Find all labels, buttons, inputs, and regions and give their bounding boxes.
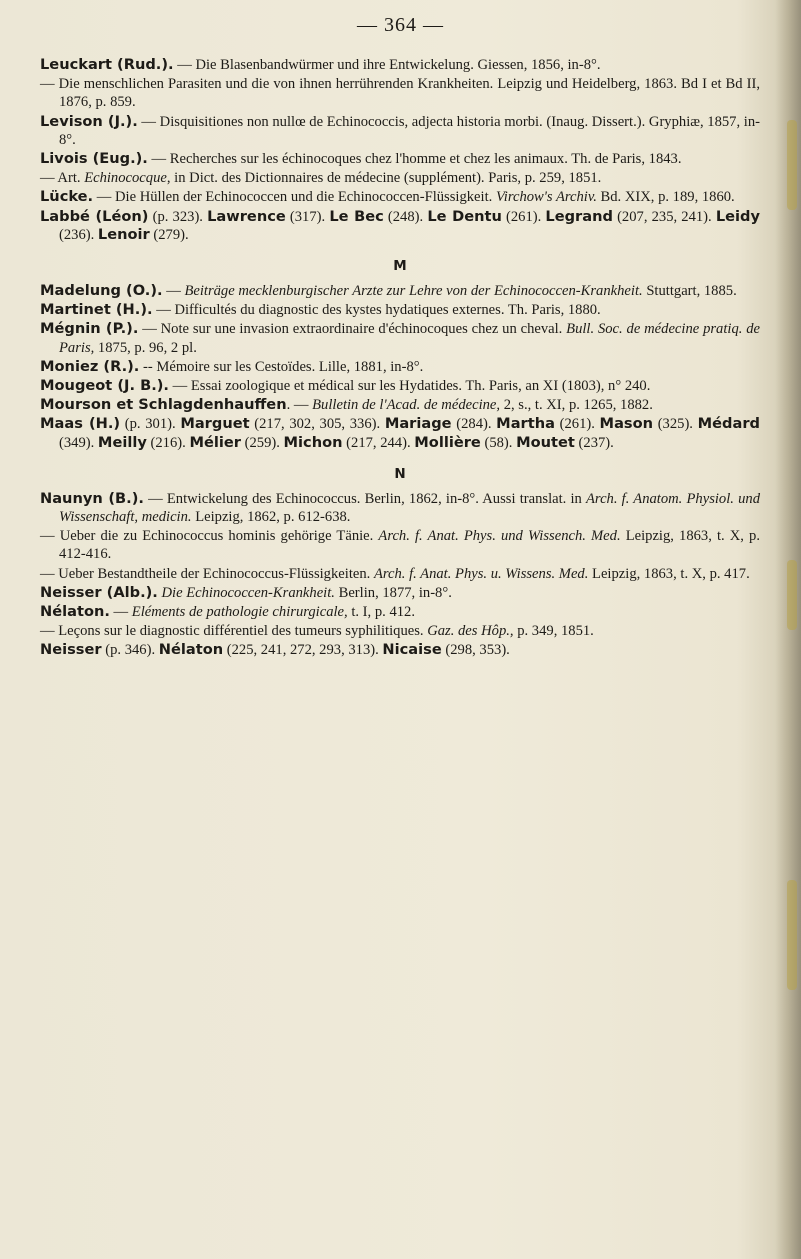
- reference-pages: (216).: [146, 434, 190, 451]
- edge-stain: [787, 120, 797, 210]
- entry-title-italic: Beiträge mecklenburgischer Arzte zur Lehre von der Echinococcen-Krankheit.: [184, 283, 643, 300]
- reference-name: Nicaise: [382, 641, 442, 659]
- entry-title-italic: Bulletin de l'Acad. de médecine,: [312, 397, 501, 414]
- reference-pages: (58).: [480, 434, 517, 451]
- entry-text: -- Mémoire sur les Cestoïdes. Lille, 1881, in-8°.: [139, 358, 424, 375]
- entry-text: t. I, p. 412.: [347, 604, 415, 621]
- entry-text: —: [109, 604, 132, 621]
- reference-name: Mélier: [189, 433, 241, 451]
- bibliography-entry: [40, 396, 760, 414]
- reference-name: Martha: [496, 415, 555, 433]
- reference-pages: (225, 241, 272, 293, 313).: [223, 642, 383, 659]
- cross-reference-line-l: [40, 208, 760, 244]
- reference-pages: (261).: [501, 208, 546, 225]
- entry-text: Leipzig, 1862, p. 612-638.: [191, 509, 351, 526]
- running-head: — 364 —: [357, 14, 444, 36]
- entry-text: — Essai zoologique et médical sur les Hydatides. Th. Paris, an XI (1803), n° 240.: [168, 378, 651, 395]
- reference-pages: (207, 235, 241).: [612, 208, 716, 225]
- bibliography-entry: [40, 377, 760, 395]
- entry-text: 2, s., t. XI, p. 1265, 1882.: [500, 397, 653, 414]
- entry-text: — Difficultés du diagnostic des kystes hydatiques externes. Th. Paris, 1880.: [152, 302, 601, 319]
- reference-pages: (217, 302, 305, 336).: [249, 416, 385, 433]
- author-name: Moniez (R.).: [40, 357, 140, 375]
- author-name: Mourson et Schlagdenhauffen: [40, 396, 287, 414]
- bibliography-entry: [40, 150, 760, 168]
- entry-title-italic: Die Echinococcen-Krankheit.: [161, 584, 335, 601]
- reference-name: Meilly: [97, 433, 147, 451]
- bibliography-entry: [40, 490, 760, 526]
- entry-title-italic: Gaz. des Hôp.,: [427, 623, 514, 640]
- entry-text: Bd. XIX, p. 189, 1860.: [596, 189, 735, 206]
- reference-pages: (298, 353).: [441, 642, 510, 659]
- entry-text: Stuttgart, 1885.: [642, 283, 737, 300]
- reference-pages: (259).: [240, 434, 284, 451]
- reference-pages: (349).: [59, 434, 98, 451]
- bibliography-entry: [40, 169, 760, 187]
- bibliography-entry: [40, 113, 760, 149]
- author-name: Martinet (H.).: [40, 301, 153, 319]
- entry-text: Leipzig, 1863, t. X, p. 417.: [588, 565, 750, 582]
- reference-pages: (248).: [383, 208, 428, 225]
- reference-name: Leidy: [715, 207, 761, 225]
- bibliography-entry: [40, 584, 760, 602]
- reference-name: Le Bec: [329, 207, 384, 225]
- entry-title-italic: Arch. f. Anat. Phys. u. Wissens. Med.: [373, 565, 589, 582]
- author-name: Mougeot (J. B.).: [40, 377, 169, 395]
- reference-name: Lenoir: [97, 225, 150, 243]
- section-heading-m: M: [393, 258, 407, 275]
- edge-stain: [787, 880, 797, 990]
- reference-name: Marguet: [180, 415, 250, 433]
- bibliography-entry: [40, 301, 760, 319]
- bibliography-entry: [40, 358, 760, 376]
- entry-text: — Ueber Bestandtheile der Echinococcus-Flüssigkeiten.: [40, 565, 374, 582]
- reference-name: Lawrence: [207, 207, 286, 225]
- bibliography-entry: [40, 75, 760, 111]
- bibliography: [40, 56, 760, 661]
- entry-text: — Art.: [40, 170, 85, 187]
- entry-text: p. 349, 1851.: [513, 623, 594, 640]
- entry-text: —: [162, 283, 185, 300]
- letter-group-m: [40, 282, 760, 414]
- reference-pages: (284).: [451, 416, 497, 433]
- bibliography-entry: [40, 320, 760, 356]
- bibliography-entry: [40, 188, 760, 206]
- entry-text: 1875, p. 96, 2 pl.: [94, 339, 197, 356]
- entry-text: — Disquisitiones non nullœ de Echinococcis, adjecta historia morbi. (Inaug. Dissert.). Gryphiæ, 1857, in-8°.: [59, 113, 760, 148]
- reference-pages: (317).: [285, 208, 330, 225]
- reference-name: Michon: [283, 433, 343, 451]
- entry-text: — Entwickelung des Echinococcus. Berlin, 1862, in-8°. Aussi translat. in: [143, 490, 587, 507]
- entry-text: , in Dict. des Dictionnaires de médecine (supplément). Paris, p. 259, 1851.: [166, 170, 602, 187]
- reference-name: Neisser: [40, 641, 102, 659]
- reference-name: Maas (H.): [40, 415, 121, 433]
- author-name: Lücke.: [40, 188, 94, 206]
- author-name: Livois (Eug.).: [40, 150, 148, 168]
- author-name: Mégnin (P.).: [40, 320, 139, 338]
- edge-stain: [787, 560, 797, 630]
- entry-text: — Leçons sur le diagnostic différentiel des tumeurs syphilitiques.: [40, 623, 428, 640]
- reference-name: Mariage: [384, 415, 452, 433]
- author-name: Neisser (Alb.).: [40, 583, 158, 601]
- author-name: Madelung (O.).: [40, 282, 163, 300]
- bibliography-entry: [40, 527, 760, 563]
- entry-title-italic: Arch. f. Anatom. Physiol. und Wissenschaft, medicin.: [59, 490, 761, 526]
- bibliography-entry: [40, 622, 760, 640]
- cross-reference-line-n: [40, 641, 760, 659]
- entry-text: — Recherches sur les échinocoques chez l'homme et chez les animaux. Th. de Paris, 1843.: [147, 151, 682, 168]
- letter-group-l: [40, 56, 760, 207]
- reference-name: Le Dentu: [427, 207, 502, 225]
- entry-text: Leipzig, 1863, t. X, p. 412-416.: [59, 528, 760, 563]
- entry-title-italic: Eléments de pathologie chirurgicale,: [131, 604, 348, 621]
- author-name: Naunyn (B.).: [40, 489, 144, 507]
- reference-name: Médard: [697, 415, 760, 433]
- entry-text: Berlin, 1877, in-8°.: [334, 584, 452, 601]
- reference-name: Mason: [599, 415, 654, 433]
- reference-pages: (p. 323).: [148, 208, 208, 225]
- reference-pages: (237).: [574, 434, 614, 451]
- reference-pages: (325).: [653, 416, 698, 433]
- entry-title-italic: Echinococque: [84, 170, 167, 187]
- reference-pages: (261).: [554, 416, 600, 433]
- section-heading-n: N: [394, 465, 406, 482]
- bibliography-entry: [40, 603, 760, 621]
- entry-title-italic: Bull. Soc. de médecine pratiq. de Paris,: [59, 321, 761, 356]
- reference-pages: (236).: [59, 226, 98, 243]
- reference-pages: (p. 301).: [120, 416, 181, 433]
- reference-name: Mollière: [414, 433, 481, 451]
- reference-name: Labbé (Léon): [40, 207, 149, 225]
- reference-pages: (217, 244).: [342, 434, 415, 451]
- cross-reference-line-m: [40, 415, 760, 451]
- author-name: Leuckart (Rud.).: [40, 56, 174, 73]
- entry-text: . —: [286, 397, 313, 414]
- reference-name: Nélaton: [158, 641, 224, 659]
- reference-name: Legrand: [545, 207, 613, 225]
- bibliography-entry: [40, 565, 760, 583]
- author-name: Levison (J.).: [40, 112, 138, 130]
- entry-title-italic: Virchow's Archiv.: [495, 189, 597, 206]
- reference-pages: (279).: [149, 226, 189, 243]
- bibliography-entry: [40, 56, 760, 74]
- bibliography-entry: [40, 282, 760, 300]
- letter-group-n: [40, 490, 760, 641]
- entry-text: — Die Blasenbandwürmer und ihre Entwickelung. Giessen, 1856, in-8°.: [173, 57, 601, 73]
- entry-title-italic: Arch. f. Anat. Phys. und Wissench. Med.: [378, 528, 621, 545]
- entry-text: — Ueber die zu Echinococcus hominis gehörige Tänie.: [40, 528, 379, 545]
- reference-name: Moutet: [516, 433, 575, 451]
- entry-text: — Die Hüllen der Echinococcen und die Echinococcen-Flüssigkeit.: [93, 189, 496, 206]
- entry-text: — Note sur une invasion extraordinaire d'échinocoques chez un cheval.: [138, 321, 567, 338]
- reference-pages: (p. 346).: [101, 642, 159, 659]
- entry-text: — Die menschlichen Parasiten und die von ihnen herrührenden Krankheiten. Leipzig und Heidelberg, 1863. Bd I et Bd II, 1876, p. 859.: [40, 76, 760, 111]
- author-name: Nélaton.: [40, 603, 110, 621]
